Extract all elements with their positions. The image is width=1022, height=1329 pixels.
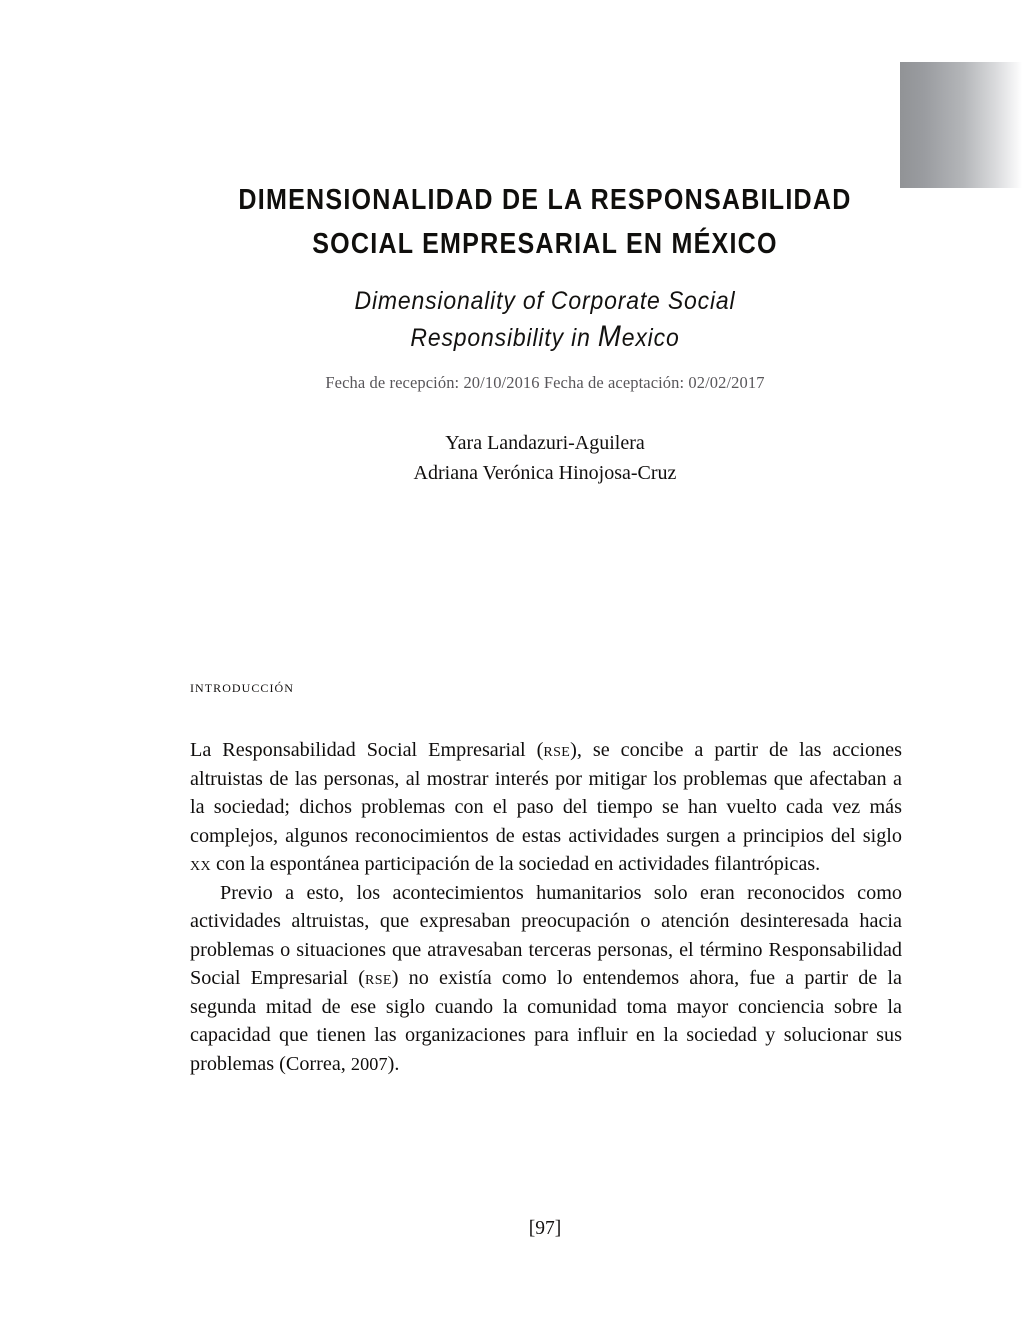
- page-content: [190, 0, 900, 1329]
- paragraph-1-segment-1: La Responsabilidad Social Empresarial (: [190, 739, 544, 761]
- article-subtitle: [190, 283, 900, 356]
- abbreviation-rse: rse: [365, 967, 392, 990]
- scan-gradient-artifact: [900, 62, 1022, 188]
- article-subtitle-line-2-prefix: Responsibility in: [410, 324, 598, 352]
- paragraph-2-segment-3: ).: [387, 1053, 400, 1076]
- article-subtitle-line-2: [218, 319, 871, 356]
- author-name-2: Adriana Verónica Hinojosa-Cruz: [413, 462, 677, 484]
- paragraph-2-segment-2: ) no existía como lo entendemos ahora, fue a partir de la segunda mitad de ese siglo cuando la comunidad toma mayor conciencia sobre la capacidad que tienen las organizaciones para influir en la sociedad y solucionar sus problemas (Correa,: [190, 967, 902, 1076]
- paragraph-1: [190, 736, 902, 879]
- article-title-line-1: DIMENSIONALIDAD DE LA RESPONSABILIDAD: [238, 184, 852, 216]
- paragraph-1-segment-3: con la espontánea participación de la sociedad en actividades filantrópicas.: [210, 853, 821, 876]
- article-title-line-2: SOCIAL EMPRESARIAL EN MÉXICO: [312, 228, 778, 260]
- article-subtitle-english: [218, 283, 871, 356]
- section-heading-introduccion: introducción: [190, 677, 294, 696]
- citation-year: 2007: [350, 1054, 388, 1075]
- page-number: [97]: [528, 1218, 562, 1239]
- body-text: [190, 736, 902, 1079]
- mexico-rest: exico: [621, 324, 680, 352]
- article-subtitle-line-1: Dimensionality of Corporate Social: [354, 287, 736, 315]
- century-numeral-xx: xx: [190, 853, 211, 876]
- paragraph-1-segment-2: ), se concibe a partir de las acciones altruistas de las personas, al mostrar interés por mitigar los problemas que afectaban a la sociedad; dichos problemas con el paso del tiempo se han vuelto cada vez más complejos, algunos reconocimientos de estas actividades surgen a principios del siglo: [190, 739, 902, 847]
- article-title: [190, 178, 900, 266]
- author-name-1: Yara Landazuri-Aguilera: [445, 432, 645, 454]
- article-title-spanish: [233, 178, 858, 266]
- submission-dates: Fecha de recepción: 20/10/2016 Fecha de aceptación: 02/02/2017: [325, 373, 765, 392]
- mexico-initial: M: [597, 320, 622, 353]
- paragraph-2: [190, 879, 902, 1079]
- abbreviation-rse: rse: [543, 739, 571, 761]
- author-list: [190, 428, 900, 488]
- paragraph-2-segment-1: Previo a esto, los acontecimientos humanitarios solo eran reconocidos como actividades altruistas, que expresaban preocupación o atención desinteresada hacia problemas o situaciones que atravesaban terceras personas, el término Responsabilidad Social Empresarial (: [190, 881, 902, 990]
